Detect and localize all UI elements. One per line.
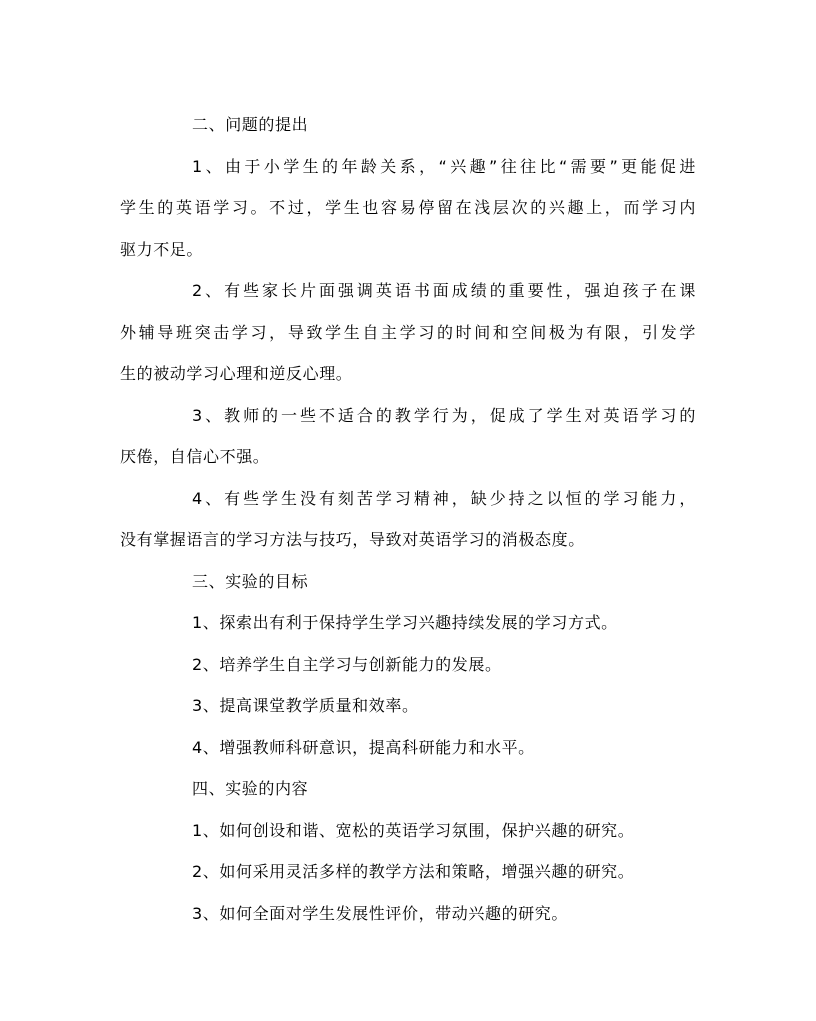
paragraph-line: 没有掌握语言的学习方法与技巧，导致对英语学习的消极态度。 bbox=[120, 530, 585, 549]
paragraph-line: 驱力不足。 bbox=[120, 239, 204, 259]
paragraph-line: 2、有些家长片面强调英语书面成绩的重要性，强迫孩子在课 bbox=[192, 281, 696, 300]
paragraph-line: 外辅导班突击学习，导致学生自主学习的时间和空间极为有限，引发学 bbox=[120, 322, 696, 342]
paragraph-line: 1、由于小学生的年龄关系，“兴趣”往往比“需要”更能促进 bbox=[192, 156, 696, 176]
list-item: 2、培养学生自主学习与创新能力的发展。 bbox=[192, 654, 502, 674]
list-item: 2、如何采用灵活多样的教学方法和策略，增强兴趣的研究。 bbox=[192, 862, 635, 881]
section-heading-problems: 二、问题的提出 bbox=[192, 115, 309, 134]
paragraph-line: 厌倦，自信心不强。 bbox=[120, 447, 270, 466]
paragraph-line: 3、教师的一些不适合的教学行为，促成了学生对英语学习的 bbox=[192, 405, 696, 425]
list-item: 1、如何创设和谐、宽松的英语学习氛围，保护兴趣的研究。 bbox=[192, 820, 635, 840]
list-item: 3、如何全面对学生发展性评价，带动兴趣的研究。 bbox=[192, 903, 568, 923]
section-heading-content: 四、实验的内容 bbox=[192, 779, 309, 798]
paragraph-line: 生的被动学习心理和逆反心理。 bbox=[120, 364, 353, 383]
list-item: 1、探索出有利于保持学生学习兴趣持续发展的学习方式。 bbox=[192, 613, 618, 632]
list-item: 4、增强教师科研意识，提高科研能力和水平。 bbox=[192, 737, 535, 757]
paragraph-line: 学生的英语学习。不过，学生也容易停留在浅层次的兴趣上，而学习内 bbox=[120, 198, 696, 217]
list-item: 3、提高课堂教学质量和效率。 bbox=[192, 696, 419, 715]
section-heading-goals: 三、实验的目标 bbox=[192, 571, 309, 591]
document-body bbox=[120, 104, 696, 934]
paragraph-line: 4、有些学生没有刻苦学习精神，缺少持之以恒的学习能力， bbox=[192, 488, 696, 508]
